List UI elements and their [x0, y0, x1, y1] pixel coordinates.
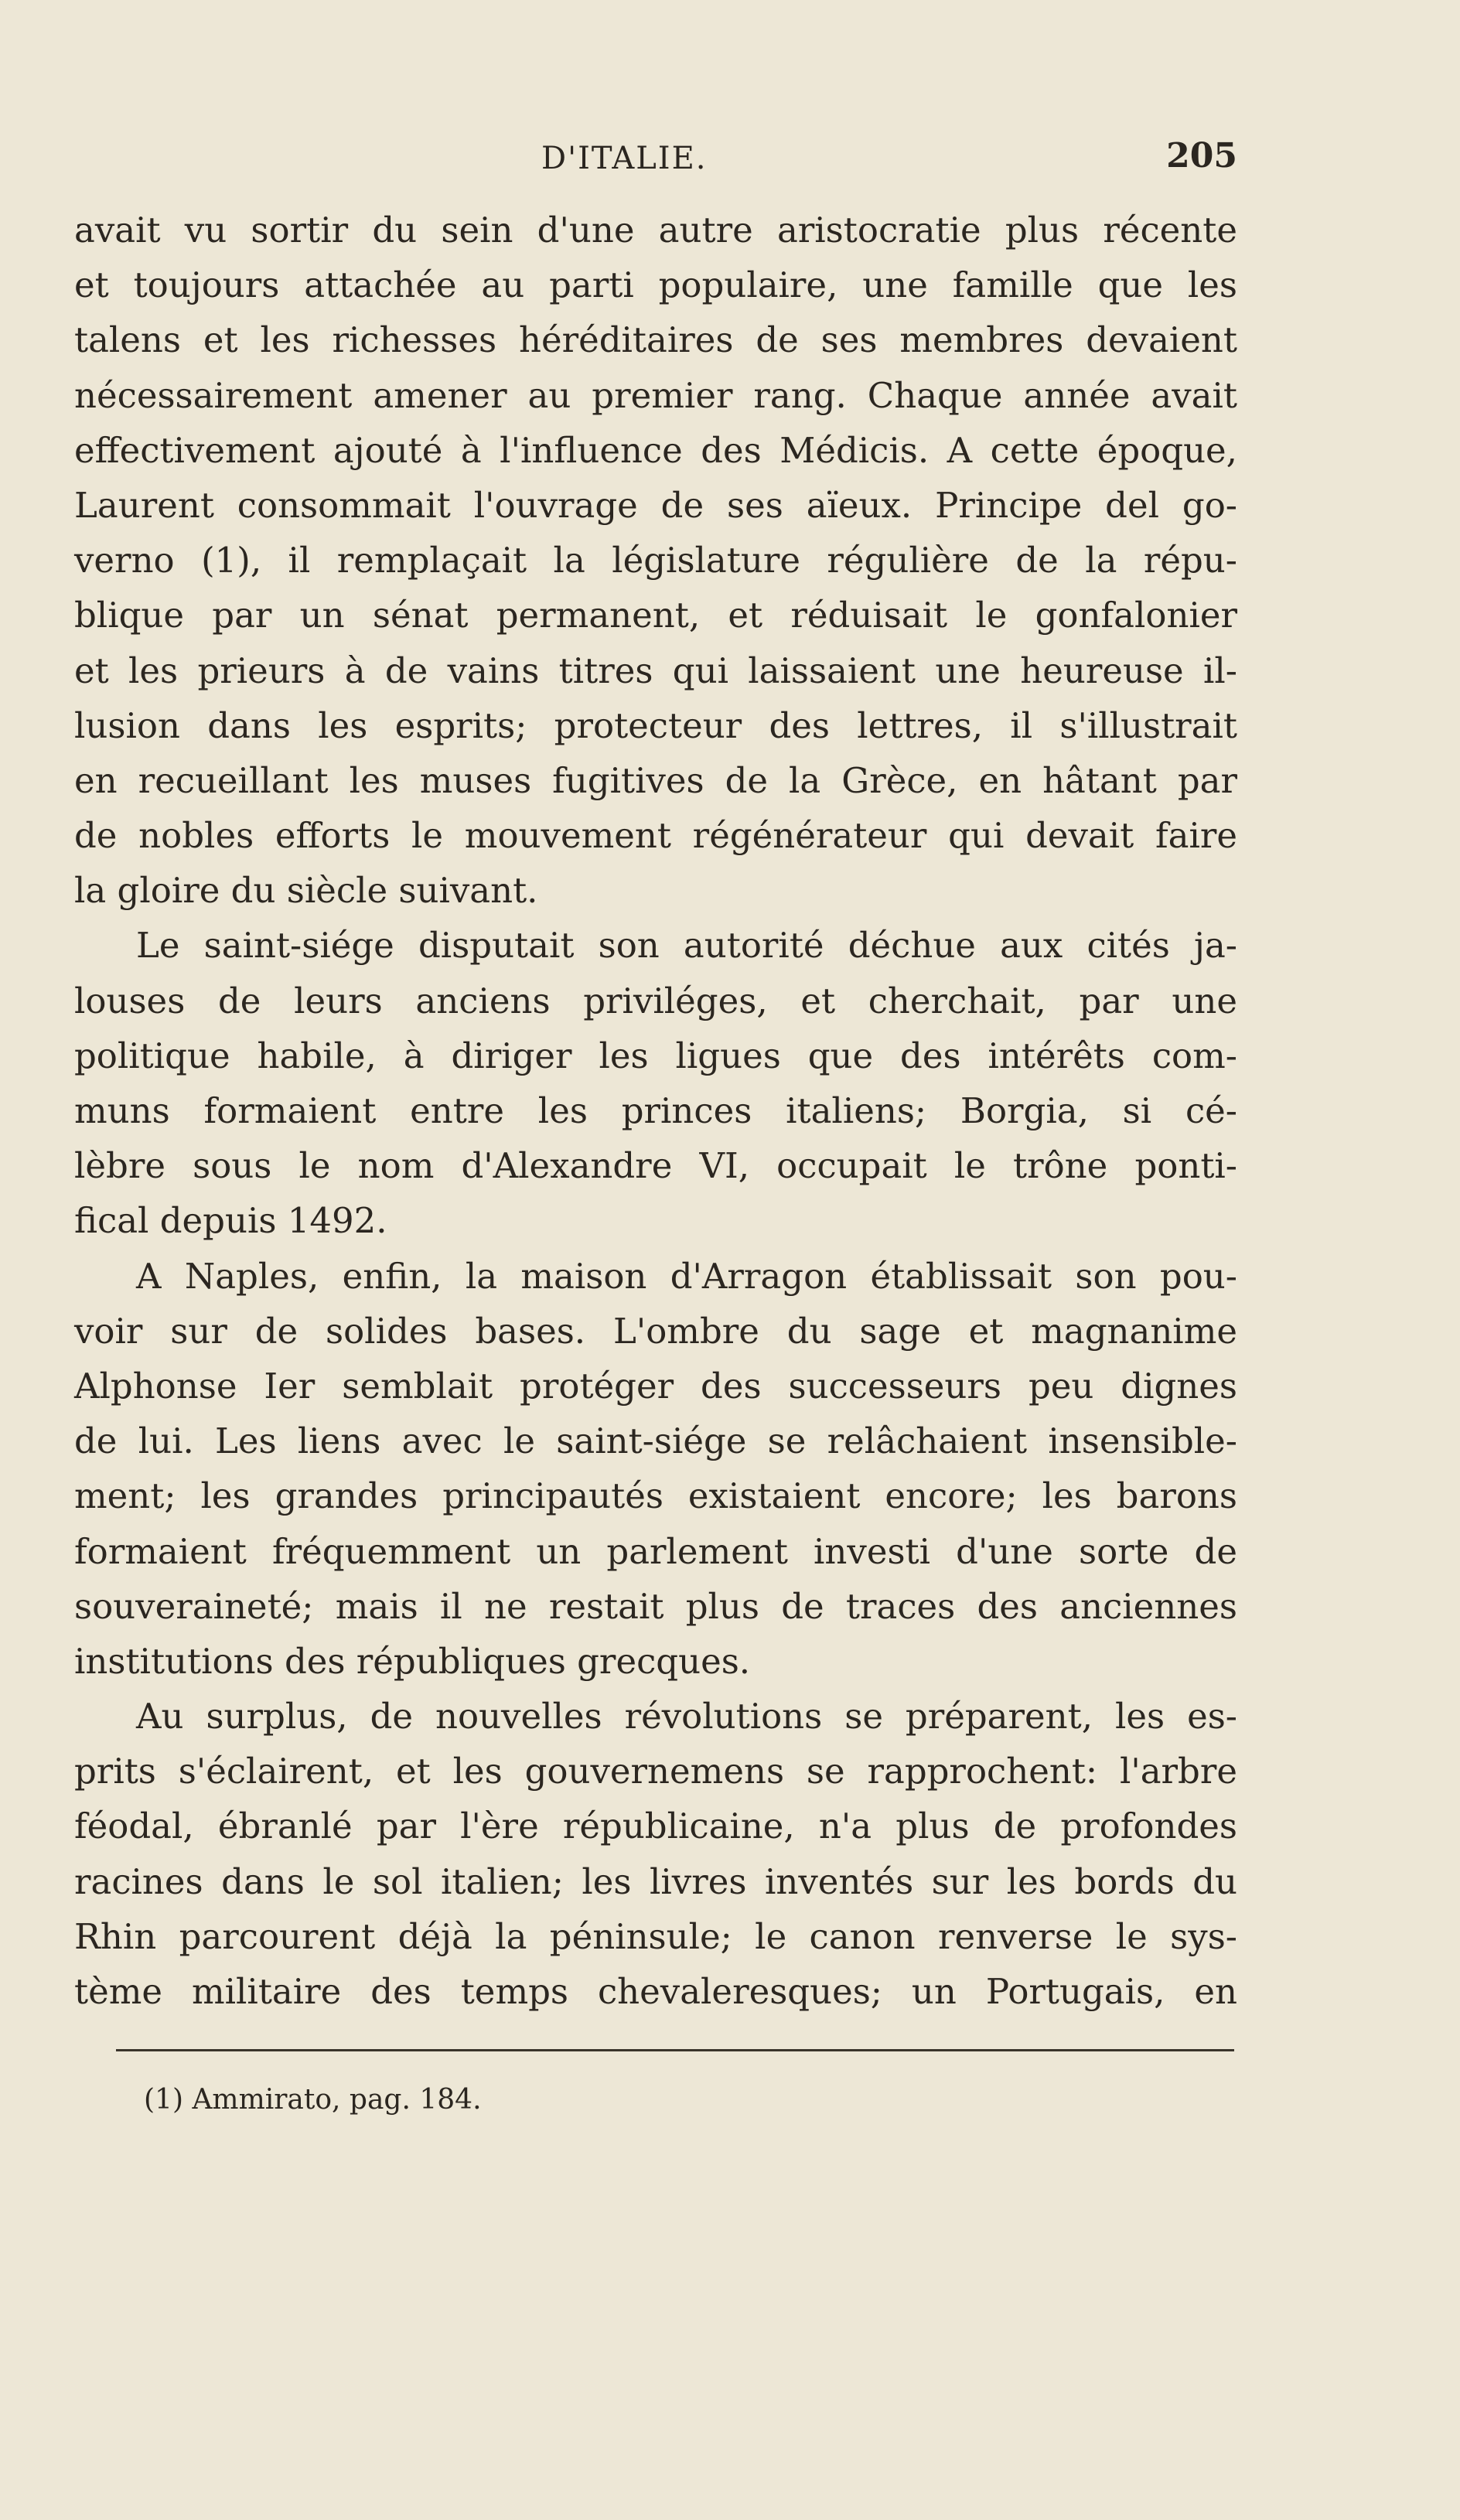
text-line: Au surplus, de nouvelles révolutions se préparent, les es-	[136, 1696, 1237, 1737]
text-line: de lui. Les liens avec le saint-siége se relâchaient insensible-	[74, 1420, 1237, 1462]
footnote-rule	[116, 2049, 1234, 2051]
text-line: A Naples, enfin, la maison d'Arragon établissait son pou-	[136, 1255, 1237, 1297]
text-line: talens et les richesses héréditaires de ses membres devaient	[74, 319, 1237, 361]
text-line: formaient fréquemment un parlement investi d'une sorte de	[74, 1530, 1237, 1572]
text-line: verno (1), il remplaçait la législature régulière de la répu-	[74, 540, 1237, 581]
text-line: muns formaient entre les princes italiens; Borgia, si cé-	[74, 1090, 1237, 1131]
text-line: Laurent consommait l'ouvrage de ses aïeux. Principe del go-	[74, 484, 1237, 526]
running-head: D'ITALIE.	[541, 141, 708, 176]
page-header	[77, 136, 1237, 190]
text-line: tème militaire des temps chevaleresques; un Portugais, en	[74, 1971, 1237, 2012]
text-line: avait vu sortir du sein d'une autre aristocratie plus récente	[74, 210, 1237, 251]
body-text	[74, 203, 1237, 2019]
text-line: prits s'éclairent, et les gouvernemens se rapprochent: l'arbre	[74, 1751, 1237, 1792]
text-line: voir sur de solides bases. L'ombre du sage et magnanime	[74, 1310, 1237, 1352]
text-line: Le saint-siége disputait son autorité déchue aux cités ja-	[136, 925, 1237, 967]
text-line: de nobles efforts le mouvement régénérateur qui devait faire	[74, 815, 1237, 857]
text-line: Rhin parcourent déjà la péninsule; le canon renverse le sys-	[74, 1915, 1237, 1957]
text-line: institutions des républiques grecques.	[74, 1640, 751, 1682]
text-line: Alphonse Ier semblait protéger des successeurs peu dignes	[74, 1365, 1237, 1407]
text-line: lèbre sous le nom d'Alexandre VI, occupait le trône ponti-	[74, 1145, 1237, 1187]
text-line: féodal, ébranlé par l'ère républicaine, n'a plus de profondes	[74, 1806, 1237, 1847]
text-line: politique habile, à diriger les ligues que des intérêts com-	[74, 1035, 1237, 1076]
text-line: et toujours attachée au parti populaire, une famille que les	[74, 264, 1237, 306]
text-line: louses de leurs anciens priviléges, et cherchait, par une	[74, 980, 1237, 1021]
text-line: blique par un sénat permanent, et réduisait le gonfalonier	[74, 595, 1237, 636]
text-line: fical depuis 1492.	[74, 1200, 387, 1242]
text-line: en recueillant les muses fugitives de la Grèce, en hâtant par	[74, 759, 1237, 801]
footnote: (1) Ammirato, pag. 184.	[144, 2084, 482, 2116]
text-line: et les prieurs à de vains titres qui laissaient une heureuse il-	[74, 650, 1237, 691]
text-line: effectivement ajouté à l'influence des Médicis. A cette époque,	[74, 429, 1237, 471]
text-line: ment; les grandes principautés existaient encore; les barons	[74, 1475, 1237, 1517]
text-line: la gloire du siècle suivant.	[74, 870, 538, 912]
page-number: 205	[1166, 136, 1237, 176]
text-line: souveraineté; mais il ne restait plus de traces des anciennes	[74, 1585, 1237, 1627]
text-line: racines dans le sol italien; les livres inventés sur les bords du	[74, 1860, 1237, 1902]
text-line: nécessairement amener au premier rang. Chaque année avait	[74, 374, 1237, 416]
text-line: lusion dans les esprits; protecteur des lettres, il s'illustrait	[74, 704, 1237, 746]
